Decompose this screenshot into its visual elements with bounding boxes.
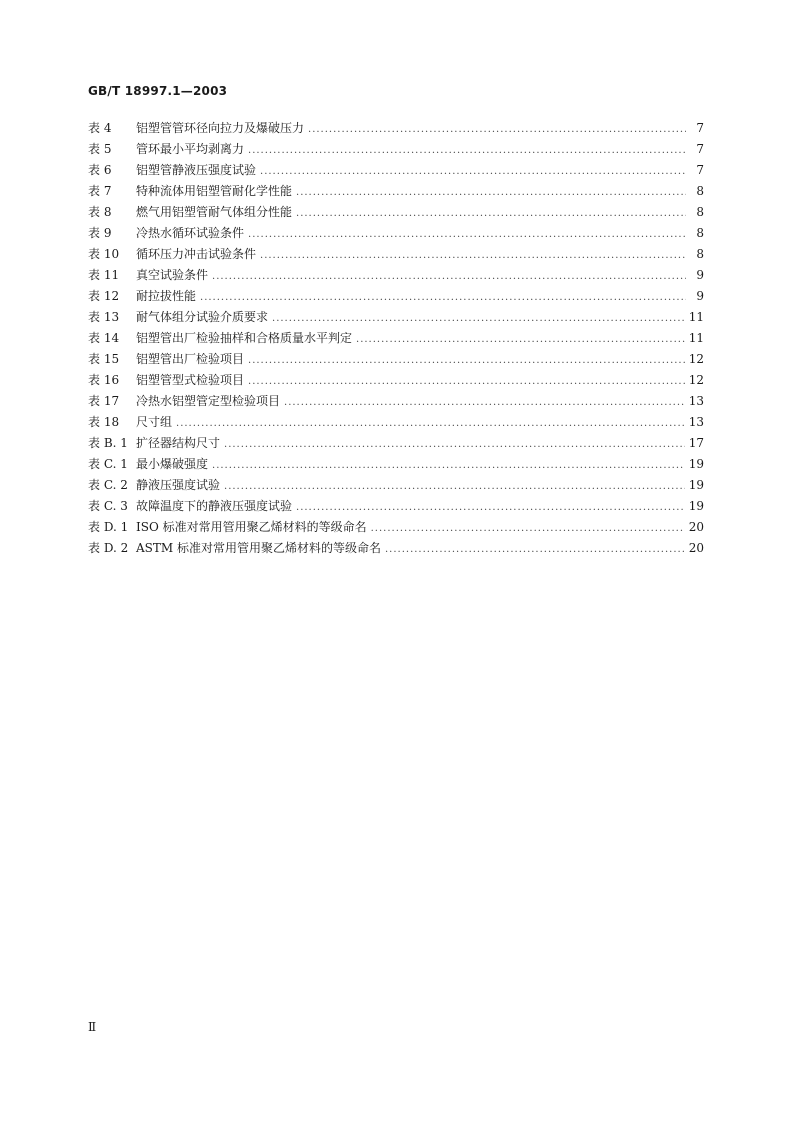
toc-entry-label: 表 D. 2 [88,541,129,555]
toc-entry-page: 8 [696,226,704,240]
toc-entry-label: 表 17 [88,394,120,408]
toc-entry-title: 尺寸组 [136,415,173,429]
toc-entry-label: 表 12 [88,289,120,303]
toc-entry-title: 冷热水循环试验条件 [136,226,245,240]
toc-entry-title: ASTM 标准对常用管用聚乙烯材料的等级命名 [136,541,381,555]
toc-entry-label: 表 8 [88,205,112,219]
toc-entry-title: 冷热水铝塑管定型检验项目 [136,394,281,408]
toc-entry-title: 铝塑管出厂检验抽样和合格质量水平判定 [136,331,353,345]
toc-entry-page: 19 [688,499,704,513]
toc-entry[interactable] [88,454,704,475]
dot-leader [260,245,686,266]
toc-entry-title: ISO 标准对常用管用聚乙烯材料的等级命名 [136,520,367,534]
toc-entry-label: 表 11 [88,268,120,282]
toc-entry[interactable] [88,517,704,538]
toc-entry-page: 11 [688,331,704,345]
toc-entry[interactable] [88,307,704,328]
dot-leader [212,266,686,287]
toc-entry-page: 20 [688,541,704,555]
toc-entry-page: 17 [688,436,704,450]
toc-entry-label: 表 C. 2 [88,478,128,492]
dot-leader [284,392,685,413]
toc-entry-label: 表 D. 1 [88,520,129,534]
toc-entry-page: 8 [696,184,704,198]
dot-leader [224,434,685,455]
dot-leader [356,329,685,350]
dot-leader [224,476,685,497]
toc-entry-label: 表 10 [88,247,120,261]
toc-entry-title: 最小爆破强度 [136,457,209,471]
toc-entry-page: 19 [688,457,704,471]
dot-leader [248,140,686,161]
toc-entry-label: 表 13 [88,310,120,324]
toc-entry-title: 特种流体用铝塑管耐化学性能 [136,184,293,198]
toc-entry-title: 燃气用铝塑管耐气体组分性能 [136,205,293,219]
toc-entry-label: 表 18 [88,415,120,429]
dot-leader [260,161,686,182]
toc-entry-page: 8 [696,205,704,219]
toc-entry-label: 表 6 [88,163,112,177]
toc-entry-label: 表 C. 3 [88,499,128,513]
page-number: Ⅱ [88,1020,97,1034]
toc-entry[interactable] [88,244,704,265]
toc-entry-label: 表 9 [88,226,112,240]
toc-entry-page: 20 [688,520,704,534]
toc-entry[interactable] [88,412,704,433]
toc-entry-title: 循环压力冲击试验条件 [136,247,257,261]
toc-entry-title: 真空试验条件 [136,268,209,282]
toc-entry[interactable] [88,391,704,412]
dot-leader [248,350,685,371]
dot-leader [296,203,686,224]
toc-entry-page: 9 [696,289,704,303]
dot-leader [248,371,685,392]
toc-entry-title: 耐气体组分试验介质要求 [136,310,269,324]
toc-entry[interactable] [88,433,704,454]
toc-entry[interactable] [88,118,704,139]
toc-entry-page: 19 [688,478,704,492]
toc-entry[interactable] [88,370,704,391]
table-of-contents [88,118,704,559]
toc-entry-title: 铝塑管静液压强度试验 [136,163,257,177]
toc-entry-label: 表 4 [88,121,112,135]
toc-entry[interactable] [88,181,704,202]
toc-entry[interactable] [88,328,704,349]
toc-entry-title: 扩径器结构尺寸 [136,436,221,450]
toc-entry-page: 12 [688,373,704,387]
toc-entry[interactable] [88,349,704,370]
dot-leader [272,308,685,329]
dot-leader [248,224,686,245]
toc-entry-label: 表 14 [88,331,120,345]
toc-entry-label: 表 7 [88,184,112,198]
toc-entry-page: 9 [696,268,704,282]
toc-entry-title: 管环最小平均剥离力 [136,142,245,156]
dot-leader [308,119,686,140]
dot-leader [212,455,685,476]
toc-entry[interactable] [88,475,704,496]
dot-leader [176,413,685,434]
toc-entry-title: 耐拉拔性能 [136,289,197,303]
toc-entry-page: 7 [696,142,704,156]
toc-entry-title: 铝塑管管环径向拉力及爆破压力 [136,121,305,135]
dot-leader [371,518,685,539]
toc-entry[interactable] [88,223,704,244]
toc-entry-title: 铝塑管型式检验项目 [136,373,245,387]
toc-entry[interactable] [88,286,704,307]
toc-entry[interactable] [88,265,704,286]
toc-entry-label: 表 16 [88,373,120,387]
toc-entry-page: 7 [696,121,704,135]
toc-entry-title: 故障温度下的静液压强度试验 [136,499,293,513]
dot-leader [385,539,685,560]
toc-entry-page: 13 [688,415,704,429]
toc-entry-label: 表 B. 1 [88,436,128,450]
toc-entry-page: 11 [688,310,704,324]
toc-entry-page: 8 [696,247,704,261]
toc-entry[interactable] [88,202,704,223]
toc-entry[interactable] [88,139,704,160]
dot-leader [296,497,685,518]
toc-entry-title: 静液压强度试验 [136,478,221,492]
toc-entry-page: 12 [688,352,704,366]
dot-leader [200,287,686,308]
toc-entry[interactable] [88,538,704,559]
toc-entry-label: 表 5 [88,142,112,156]
toc-entry-page: 13 [688,394,704,408]
toc-entry[interactable] [88,160,704,181]
toc-entry-label: 表 C. 1 [88,457,128,471]
toc-entry-title: 铝塑管出厂检验项目 [136,352,245,366]
dot-leader [296,182,686,203]
toc-entry[interactable] [88,496,704,517]
standard-code: GB/T 18997.1—2003 [88,84,228,98]
toc-entry-label: 表 15 [88,352,120,366]
toc-entry-page: 7 [696,163,704,177]
